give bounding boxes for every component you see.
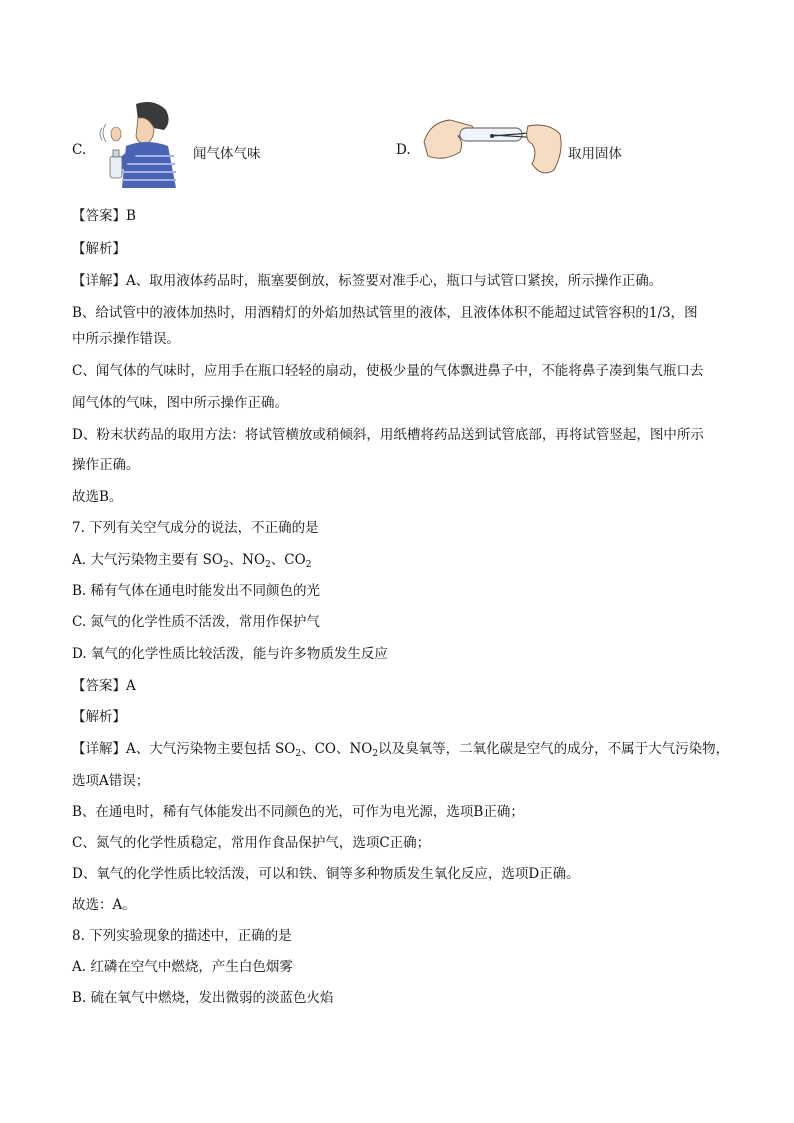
q7-analysis-title: 【解析】 xyxy=(72,709,126,725)
q6-detail-line: 故选B。 xyxy=(72,489,123,505)
q6-detail-line: C、闻气体的气味时，应用手在瓶口轻轻的扇动，使极少量的气体飘进鼻子中，不能将鼻子凑到集气瓶口去 xyxy=(72,363,704,379)
q6-detail-line: 【详解】A、取用液体药品时，瓶塞要倒放，标签要对准手心，瓶口与试管口紧挨，所示操作正确。 xyxy=(72,273,663,289)
q6-analysis-title: 【解析】 xyxy=(72,241,126,257)
q7-detail-line: 【详解】A、大气污染物主要包括 $SO_2$、CO、$NO_2$以及臭氧等，二氧化碳是空气的成分，不属于大气污染物， xyxy=(72,741,730,759)
option-d-caption: 取用固体 xyxy=(568,146,622,162)
q6-detail-line: D、粉末状药品的取用方法：将试管横放或稍倾斜，用纸槽将药品送到试管底部，再将试管竖起，图中所示 xyxy=(72,427,704,443)
q7-detail-line: D、氧气的化学性质比较活泼，可以和铁、铜等多种物质发生氧化反应，选项D正确。 xyxy=(72,866,580,882)
q7-option-d: D. 氧气的化学性质比较活泼，能与许多物质发生反应 xyxy=(72,646,388,662)
q7-answer: 【答案】A xyxy=(72,678,136,694)
q6-detail-line: 中所示操作错误。 xyxy=(72,331,180,347)
option-c-caption: 闻气体气味 xyxy=(193,146,261,162)
q7-option-c: C. 氮气的化学性质不活泼，常用作保护气 xyxy=(72,614,320,630)
q7-detail-line: 选项A错误； xyxy=(72,773,150,789)
q6-answer: 【答案】B xyxy=(72,208,136,224)
smelling-gas-illustration xyxy=(96,98,188,190)
q8-option-b: B. 硫在氧气中燃烧，发出微弱的淡蓝色火焰 xyxy=(72,990,334,1006)
q7-detail-line: C、氮气的化学性质稳定，常用作食品保护气，选项C正确； xyxy=(72,835,431,851)
q7-detail-line: B、在通电时，稀有气体能发出不同颜色的光，可作为电光源，选项B正确； xyxy=(72,804,524,820)
q8-stem: 8. 下列实验现象的描述中，正确的是 xyxy=(72,928,292,944)
q6-detail-line: B、给试管中的液体加热时，用酒精灯的外焰加热试管里的液体，且液体体积不能超过试管容积的1/3，图 xyxy=(72,305,698,321)
q7-detail-line: 故选：A。 xyxy=(72,897,136,913)
option-c-letter: C. xyxy=(72,142,87,158)
q6-detail-line: 闻气体的气味，图中所示操作正确。 xyxy=(72,395,288,411)
taking-solid-illustration xyxy=(420,112,565,182)
q8-option-a: A. 红磷在空气中燃烧，产生白色烟雾 xyxy=(72,959,293,975)
q6-detail-line: 操作正确。 xyxy=(72,457,140,473)
option-d-letter: D. xyxy=(396,142,411,158)
q7-option-b: B. 稀有气体在通电时能发出不同颜色的光 xyxy=(72,583,321,599)
q7-stem: 7. 下列有关空气成分的说法，不正确的是 xyxy=(72,520,319,536)
q7-option-a: A. 大气污染物主要有 $SO_2$、$NO_2$、$CO_2$ xyxy=(72,552,312,570)
